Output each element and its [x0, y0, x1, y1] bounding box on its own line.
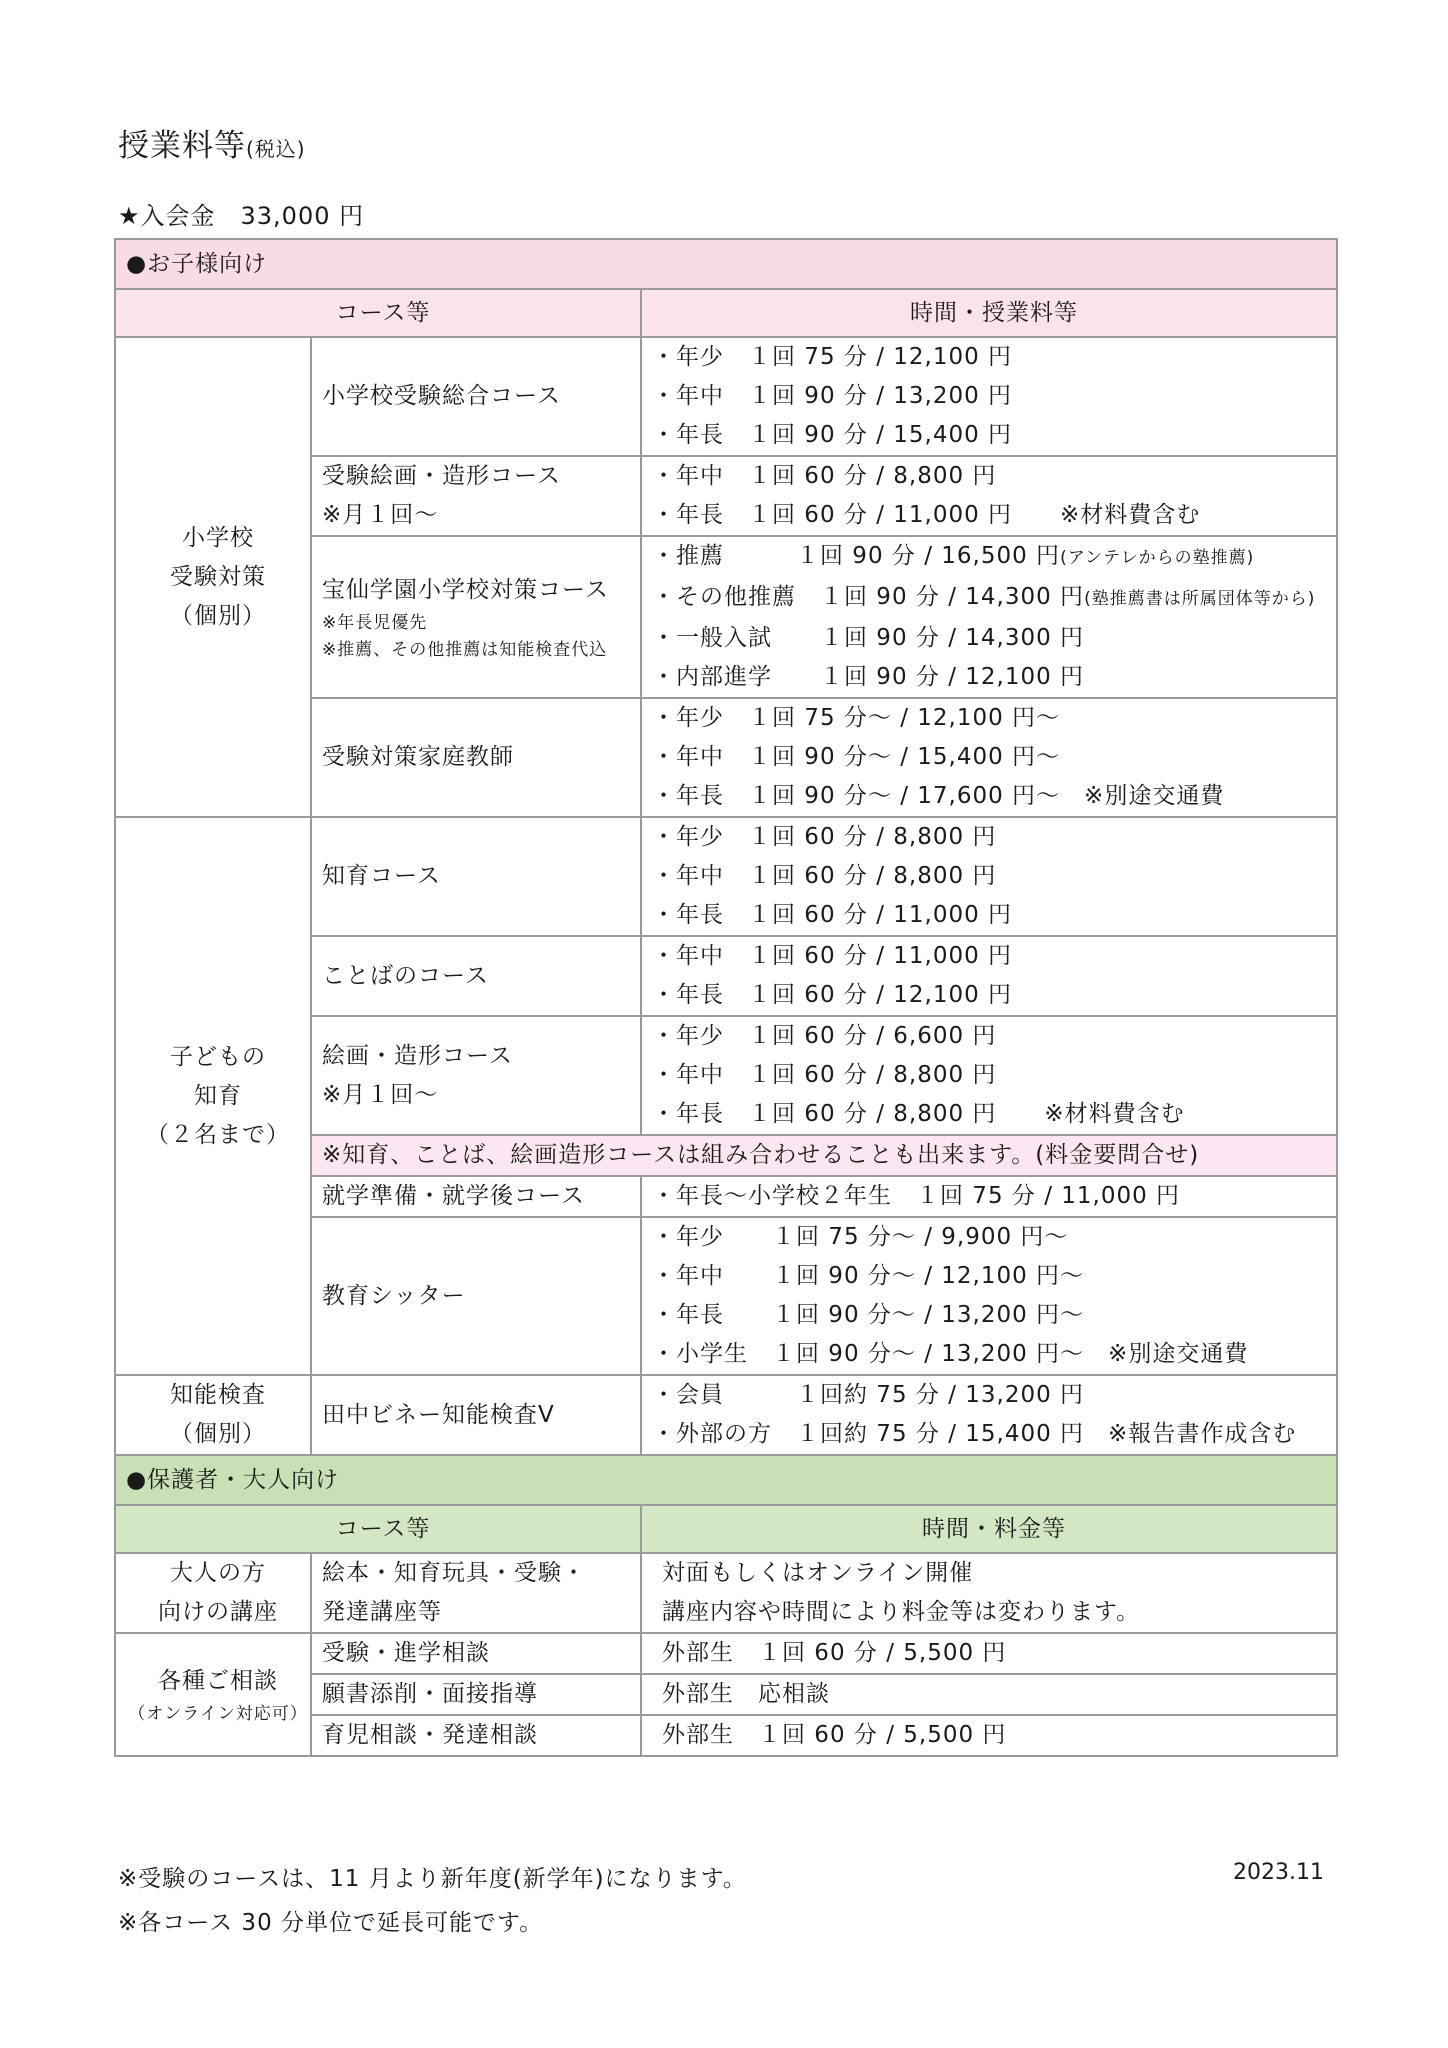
price-line: ・年長 １回 60 分 / 12,100 円 [652, 982, 1013, 1008]
course-name: ※月１回～ [322, 502, 439, 528]
table-row [115, 817, 1337, 936]
category-label: 各種ご相談 [158, 1667, 278, 1694]
price-line: 外部生 １回 60 分 / 5,500 円 [662, 1722, 1007, 1748]
price-line: ・年少 １回 75 分～ / 9,900 円～ [652, 1224, 1069, 1250]
course-name: 願書添削・面接指導 [322, 1681, 538, 1707]
course-cell [311, 1553, 641, 1633]
title-tax-note: (税込) [246, 137, 306, 161]
table-header [115, 1505, 1337, 1553]
combo-note-text: ※知育、ことば、絵画造形コースは組み合わせることも出来ます。(料金要問合せ) [322, 1142, 1200, 1168]
section-band-kids [115, 239, 1337, 289]
price-cell [641, 1375, 1337, 1455]
fee-table [114, 238, 1338, 1757]
combo-note [311, 1135, 1337, 1176]
course-name: 知育コース [322, 863, 441, 889]
price-line: ・年中 １回 60 分 / 11,000 円 [652, 943, 1013, 969]
price-line: 外部生 応相談 [662, 1681, 830, 1707]
category-label: （個別） [170, 602, 266, 629]
price-line: ・年長～小学校２年生 １回 75 分 / 11,000 円 [652, 1183, 1181, 1209]
header-price-text: 時間・料金等 [922, 1515, 1067, 1542]
category-cell [115, 1375, 311, 1455]
price-line: 外部生 １回 60 分 / 5,500 円 [662, 1640, 1007, 1666]
price-note: (アンテレからの塾推薦) [1060, 548, 1255, 568]
table-row [115, 1375, 1337, 1455]
course-name: 小学校受験総合コース [322, 383, 561, 409]
category-label: 子どもの [170, 1043, 266, 1070]
category-label: 知育 [194, 1082, 242, 1109]
header-course-text: コース等 [335, 1515, 431, 1542]
price-line: ・年少 １回 60 分 / 8,800 円 [652, 824, 997, 850]
course-name: 田中ビネー知能検査Ⅴ [322, 1401, 555, 1428]
category-label: 大人の方 [170, 1560, 266, 1586]
page-title [118, 120, 306, 165]
header-course-text: コース等 [335, 299, 431, 326]
price-cell [641, 536, 1337, 698]
course-name: 宝仙学園小学校対策コース [322, 576, 609, 603]
price-line: ・年長 １回 60 分 / 8,800 円 ※材料費含む [652, 1101, 1185, 1127]
table-header [115, 289, 1337, 337]
price-cell [641, 1016, 1337, 1135]
price-line: 講座内容や時間により料金等は変わります。 [662, 1599, 1141, 1625]
section-title-text: ●保護者・大人向け [126, 1466, 340, 1493]
price-cell [641, 337, 1337, 456]
price-cell [641, 698, 1337, 817]
footnote: ※各コース 30 分単位で延長可能です。 [118, 1910, 544, 1936]
price-line: ・年中 １回 60 分 / 8,800 円 [652, 1062, 997, 1088]
price-line: ・一般入試 １回 90 分 / 14,300 円 [652, 625, 1085, 651]
course-name: 受験・進学相談 [322, 1640, 490, 1666]
price-line: ・その他推薦 １回 90 分 / 14,300 円(塾推薦書は所属団体等から) [652, 584, 1316, 610]
price-cell [641, 1553, 1337, 1633]
price-cell [641, 936, 1337, 1016]
category-label: 知能検査 [170, 1382, 266, 1408]
course-cell [311, 1016, 641, 1135]
price-line: 対面もしくはオンライン開催 [662, 1560, 974, 1586]
section-title [115, 1455, 1337, 1505]
course-name: 育児相談・発達相談 [322, 1722, 538, 1748]
category-cell [115, 337, 311, 817]
price-line: ・年少 １回 75 分 / 12,100 円 [652, 344, 1013, 370]
section-band-adults [115, 1455, 1337, 1505]
course-cell [311, 536, 641, 698]
course-name: 絵本・知育玩具・受験・ [322, 1560, 586, 1586]
price-line: ・年長 １回 90 分～ / 17,600 円～ ※別途交通費 [652, 783, 1225, 809]
course-name: ことばのコース [322, 962, 489, 989]
course-name: 発達講座等 [322, 1599, 442, 1625]
course-cell [311, 337, 641, 456]
category-label: 受験対策 [170, 563, 266, 590]
section-title-text: ●お子様向け [126, 250, 268, 277]
category-cell [115, 817, 311, 1375]
section-title [115, 239, 1337, 289]
price-line: ・内部進学 １回 90 分 / 12,100 円 [652, 664, 1085, 690]
course-note: ※推薦、その他推薦は知能検査代込 [322, 639, 608, 660]
course-cell [311, 1633, 641, 1674]
price-line: ・年少 １回 60 分 / 6,600 円 [652, 1023, 997, 1049]
course-name: 教育シッター [322, 1282, 466, 1309]
category-label: （個別） [170, 1421, 266, 1447]
price-cell [641, 456, 1337, 536]
price-line: ・年中 １回 90 分～ / 12,100 円～ [652, 1263, 1085, 1289]
price-cell [641, 1176, 1337, 1217]
price-line: ・年中 １回 60 分 / 8,800 円 [652, 863, 997, 889]
price-line: ・年長 １回 60 分 / 11,000 円 [652, 902, 1013, 928]
price-line: ・小学生 １回 90 分～ / 13,200 円～ ※別途交通費 [652, 1341, 1249, 1367]
price-line: ・会員 １回約 75 分 / 13,200 円 [652, 1382, 1085, 1408]
header-price-text: 時間・授業料等 [910, 299, 1079, 326]
price-line: ・年長 １回 60 分 / 11,000 円 ※材料費含む [652, 502, 1201, 528]
price-line: ・年中 １回 90 分 / 13,200 円 [652, 383, 1013, 409]
category-cell [115, 1633, 311, 1756]
course-cell [311, 1217, 641, 1375]
price-cell [641, 1633, 1337, 1674]
price-line: ・年中 １回 90 分～ / 15,400 円～ [652, 744, 1061, 770]
price-line: ・年中 １回 60 分 / 8,800 円 [652, 463, 997, 489]
header-course [115, 289, 641, 337]
category-cell [115, 1553, 311, 1633]
price-line: ・年少 １回 75 分～ / 12,100 円～ [652, 705, 1061, 731]
price-line: ・推薦 １回 90 分 / 16,500 円(アンテレからの塾推薦) [652, 543, 1255, 569]
course-cell [311, 456, 641, 536]
category-sublabel: （オンライン対応可） [128, 1703, 308, 1724]
table-row [115, 1633, 1337, 1674]
footnote: ※受験のコースは、11 月より新年度(新学年)になります。 [118, 1866, 747, 1892]
header-course [115, 1505, 641, 1553]
course-name: 受験絵画・造形コース [322, 463, 561, 489]
course-cell [311, 1715, 641, 1756]
price-note: (塾推薦書は所属団体等から) [1084, 589, 1316, 609]
entry-fee: ★入会金 33,000 円 [118, 202, 365, 230]
title-text: 授業料等 [118, 128, 246, 164]
header-price [641, 289, 1337, 337]
price-cell [641, 817, 1337, 936]
course-note: ※年長児優先 [322, 612, 428, 633]
course-name: 受験対策家庭教師 [322, 744, 514, 770]
table-row [115, 1553, 1337, 1633]
course-name: ※月１回～ [322, 1081, 439, 1108]
category-label: （２名まで） [146, 1121, 290, 1148]
price-line: ・外部の方 １回約 75 分 / 15,400 円 ※報告書作成含む [652, 1421, 1297, 1447]
category-label: 小学校 [182, 524, 254, 551]
course-cell [311, 1176, 641, 1217]
course-cell [311, 1375, 641, 1455]
price-cell [641, 1715, 1337, 1756]
course-name: 就学準備・就学後コース [322, 1183, 585, 1209]
course-cell [311, 817, 641, 936]
course-cell [311, 936, 641, 1016]
price-line: ・年長 １回 90 分 / 15,400 円 [652, 422, 1013, 448]
table-row [115, 337, 1337, 456]
course-name: 絵画・造形コース [322, 1042, 513, 1069]
category-label: 向けの講座 [158, 1599, 278, 1625]
price-cell [641, 1674, 1337, 1715]
price-line: ・年長 １回 90 分～ / 13,200 円～ [652, 1302, 1085, 1328]
header-price [641, 1505, 1337, 1553]
price-cell [641, 1217, 1337, 1375]
course-cell [311, 698, 641, 817]
course-cell [311, 1674, 641, 1715]
issue-date: 2023.11 [1233, 1860, 1324, 1885]
